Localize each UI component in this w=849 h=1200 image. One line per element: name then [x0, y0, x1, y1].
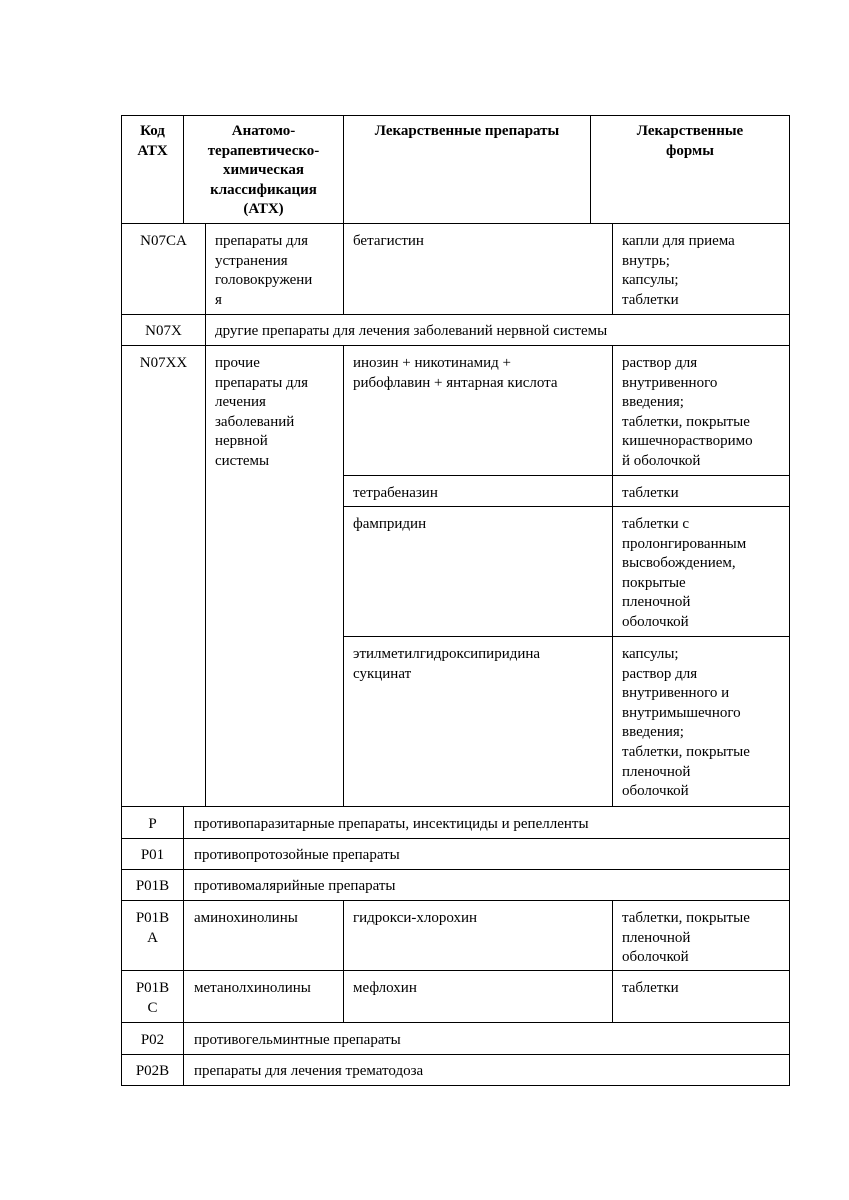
row-drug: мефлохин: [353, 980, 417, 996]
border-line: [789, 115, 790, 1086]
row-forms: таблетки с пролонгированным высвобождением, покрытые пленочной оболочкой: [622, 516, 747, 630]
row-classification: противогельминтные препараты: [194, 1032, 401, 1048]
border-line: [343, 475, 790, 476]
row-classification: препараты для устранения головокружени я: [215, 233, 313, 308]
row-code: N07X: [145, 323, 182, 339]
row-code: P01B A: [135, 910, 170, 946]
row-forms: таблетки: [622, 485, 679, 501]
header-forms: Лекарственные формы: [636, 123, 744, 159]
row-drug: фампридин: [353, 516, 427, 532]
header-code: Код АТХ: [137, 123, 168, 159]
row-code: P01: [140, 847, 165, 863]
border-line: [612, 345, 613, 806]
border-line: [121, 806, 790, 807]
border-line: [183, 806, 184, 1085]
row-code: P: [148, 816, 157, 832]
border-line: [343, 900, 344, 1022]
row-classification: препараты для лечения трематодоза: [194, 1063, 424, 1079]
border-line: [121, 314, 790, 315]
row-forms: таблетки, покрытые пленочной оболочкой: [622, 910, 750, 966]
row-drug: гидрокси-хлорохин: [353, 910, 478, 926]
row-classification: метанолхинолины: [194, 980, 311, 996]
row-code: N07XX: [139, 355, 188, 371]
row-code: P02: [140, 1032, 165, 1048]
border-line: [121, 1022, 790, 1023]
border-line: [121, 1054, 790, 1055]
row-classification: противопротозойные препараты: [194, 847, 400, 863]
row-classification: аминохинолины: [194, 910, 298, 926]
row-forms: капсулы; раствор для внутривенного и внутримышечного введения; таблетки, покрытые пленочной оболочкой: [622, 646, 750, 800]
border-line: [121, 970, 790, 971]
border-line: [343, 506, 790, 507]
header-drugs: Лекарственные препараты: [374, 123, 560, 139]
row-drug: бетагистин: [353, 233, 424, 249]
border-line: [121, 869, 790, 870]
row-drug: тетрабеназин: [353, 485, 438, 501]
row-code: N07CA: [140, 233, 187, 249]
border-line: [205, 223, 206, 806]
row-classification: противопаразитарные препараты, инсектициды и репелленты: [194, 816, 589, 832]
row-code: P02B: [135, 1063, 170, 1079]
border-line: [343, 223, 344, 314]
row-classification: другие препараты для лечения заболеваний нервной системы: [215, 323, 608, 339]
border-line: [121, 1085, 790, 1086]
row-code: P01B: [135, 878, 170, 894]
border-line: [343, 345, 344, 806]
row-forms: капли для приема внутрь; капсулы; таблетки: [622, 233, 735, 308]
row-forms: раствор для внутривенного введения; таблетки, покрытые кишечнорастворимо й оболочкой: [622, 355, 753, 469]
row-drug: этилметилгидроксипиридина сукцинат: [353, 646, 541, 682]
border-line: [343, 636, 790, 637]
border-line: [612, 223, 613, 314]
border-line: [121, 115, 790, 116]
row-code: P01B C: [135, 980, 170, 1016]
border-line: [121, 223, 790, 224]
row-classification: противомалярийные препараты: [194, 878, 396, 894]
border-line: [121, 900, 790, 901]
border-line: [121, 345, 790, 346]
row-classification: прочие препараты для лечения заболеваний нервной системы: [215, 355, 309, 469]
border-line: [121, 838, 790, 839]
row-forms: таблетки: [622, 980, 679, 996]
header-classification: Анатомо- терапевтическо- химическая классификация (АТХ): [207, 123, 320, 218]
row-drug: инозин + никотинамид + рибофлавин + янтарная кислота: [353, 355, 558, 391]
border-line: [612, 900, 613, 1022]
